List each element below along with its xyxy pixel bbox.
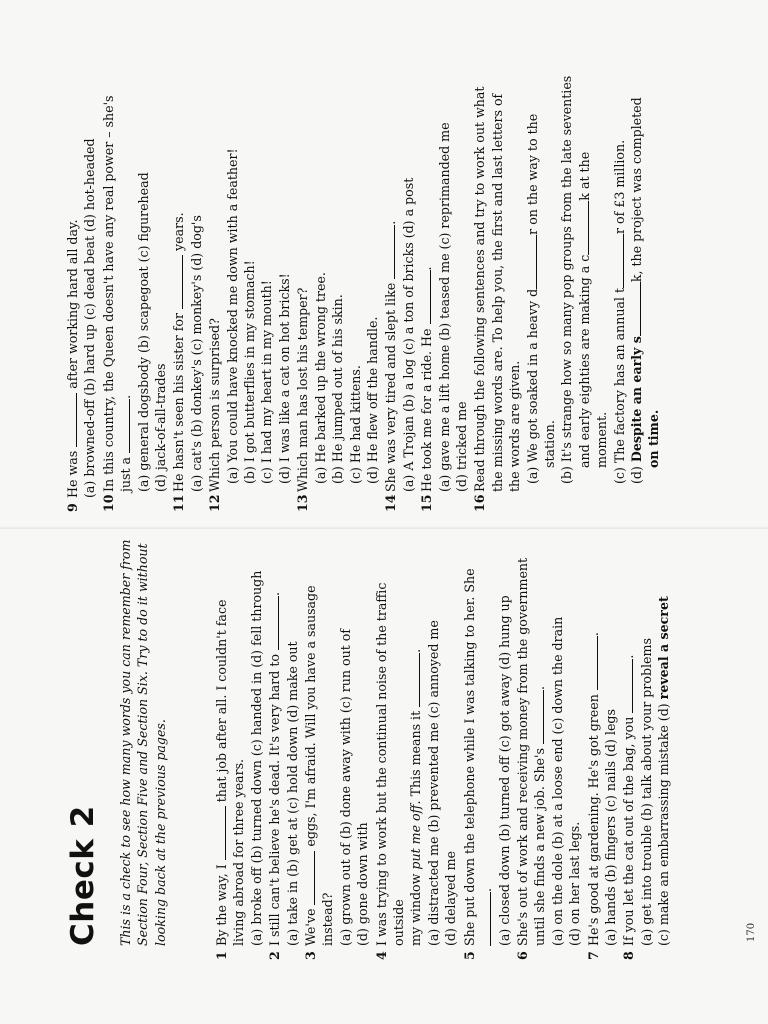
question-14 bbox=[382, 72, 417, 512]
text-fragment: the words are given. bbox=[507, 360, 523, 492]
text-fragment: 13 bbox=[295, 494, 311, 512]
text-fragment: 5 bbox=[461, 951, 477, 960]
text-fragment bbox=[407, 540, 424, 960]
answer-blank bbox=[480, 892, 491, 946]
text-fragment: . bbox=[118, 394, 134, 399]
left-column-questions bbox=[213, 540, 674, 960]
text-fragment: (c) make an embarrassing mistake (d) bbox=[656, 703, 672, 946]
text-fragment: 10 bbox=[100, 494, 116, 512]
text-fragment: He's good at gardening. He's got green bbox=[585, 694, 601, 946]
text-fragment: 3 bbox=[303, 951, 319, 960]
question-1 bbox=[213, 540, 265, 960]
text-fragment: . bbox=[267, 591, 283, 596]
question-11 bbox=[170, 72, 205, 512]
options: (a) browned-off (b) hard up (c) dead beat (d) hot-headed bbox=[82, 138, 98, 498]
text-fragment: . bbox=[585, 632, 601, 637]
text-fragment bbox=[170, 72, 187, 512]
answer-blank bbox=[526, 235, 537, 289]
page-title: Check 2 bbox=[65, 805, 101, 946]
text-fragment: 4 bbox=[373, 951, 389, 960]
answer-blank bbox=[172, 255, 183, 309]
text-fragment: (d) bbox=[629, 466, 644, 484]
q16-item-d bbox=[628, 72, 645, 512]
question-2 bbox=[266, 540, 301, 960]
text-fragment: (d) He flew off the handle. bbox=[364, 316, 380, 484]
right-column-questions bbox=[64, 72, 664, 512]
text-fragment: the missing words are. To help you, the first and last letters of bbox=[489, 93, 505, 492]
text-fragment bbox=[620, 540, 637, 960]
answer-blank bbox=[420, 271, 431, 325]
answer-blank bbox=[613, 234, 624, 288]
text-fragment: until she finds a new job. She's bbox=[532, 748, 548, 946]
text-fragment bbox=[576, 72, 593, 512]
question-12 bbox=[206, 72, 293, 512]
answer-blank bbox=[630, 282, 641, 336]
text-fragment: She put down the telephone while I was talking to her. She bbox=[461, 568, 477, 946]
text-fragment: (a) bbox=[524, 466, 540, 484]
intro-text: This is a check to see how many words you can remember from Section Four, Section Five and Section Six. Try to do it without looking back at the previous pages. bbox=[118, 539, 168, 946]
text-fragment: . bbox=[383, 220, 399, 225]
text-fragment: (b) I got butterflies in my stomach! bbox=[242, 260, 258, 484]
text-fragment: Despite an early s bbox=[629, 336, 644, 463]
text-fragment: . bbox=[408, 648, 424, 653]
options: (d) gone down with bbox=[355, 822, 371, 946]
answer-blank bbox=[268, 596, 279, 650]
text-fragment bbox=[206, 72, 223, 512]
text-fragment: (a) He barked up the wrong tree. bbox=[312, 272, 328, 484]
text-fragment: I was trying to work but the continual noise of the traffic outside bbox=[373, 582, 407, 946]
text-fragment bbox=[461, 540, 478, 960]
text-fragment bbox=[478, 540, 495, 960]
question-15 bbox=[418, 72, 470, 512]
options: (a) grown out of (b) done away with (c) run out of bbox=[337, 628, 353, 946]
text-fragment: Read through the following sentences and try to work out what bbox=[472, 86, 488, 492]
text-fragment bbox=[117, 72, 134, 512]
text-fragment: It's strange how so many pop groups from the late seventies bbox=[559, 75, 575, 463]
text-fragment: (c) I had my heart in my mouth! bbox=[259, 280, 275, 484]
text-fragment: 15 bbox=[419, 494, 435, 512]
options: (a) take in (b) get at (c) hold down (d) make out bbox=[284, 641, 300, 946]
answer-blank bbox=[304, 851, 315, 905]
text-fragment: We've bbox=[303, 908, 319, 946]
text-fragment: living abroad for three years. bbox=[231, 758, 247, 946]
question-9 bbox=[64, 72, 99, 512]
text-fragment: We got soaked in a heavy d bbox=[524, 288, 540, 463]
text-fragment: (c) bbox=[611, 467, 627, 484]
text-fragment: I still can't believe he's dead. It's very hard to bbox=[267, 654, 283, 946]
question-number: 1 bbox=[214, 951, 229, 960]
options: (a) closed down (b) turned off (c) got away (d) hung up bbox=[496, 595, 512, 946]
answer-blank bbox=[622, 659, 633, 713]
answer-blank bbox=[384, 225, 395, 279]
answer-blank bbox=[578, 201, 589, 255]
options: (d) tricked me bbox=[453, 401, 469, 492]
question-4 bbox=[373, 540, 460, 960]
text-fragment: (c) He had kittens. bbox=[347, 365, 363, 484]
text-fragment: Which person is surprised? bbox=[207, 318, 223, 492]
text-fragment: and early eighties are making a c bbox=[576, 254, 592, 468]
text-fragment bbox=[100, 72, 117, 512]
text-fragment: reveal a secret bbox=[656, 596, 672, 700]
text-fragment: 12 bbox=[207, 494, 223, 512]
question-13 bbox=[294, 72, 381, 512]
text-fragment bbox=[418, 72, 435, 512]
text-fragment: 11 bbox=[171, 494, 187, 512]
text-fragment: He hasn't seen his sister for bbox=[171, 313, 187, 492]
options: (a) distracted me (b) prevented me (c) annoyed me bbox=[425, 620, 441, 946]
text-fragment: . This means it bbox=[408, 710, 424, 805]
question-16 bbox=[471, 72, 662, 512]
question-8 bbox=[620, 540, 672, 960]
text-fragment: k at the bbox=[576, 151, 592, 201]
text-fragment: He took me for a ride. He bbox=[419, 328, 435, 492]
text-fragment: station. bbox=[541, 420, 557, 468]
text-fragment: instead? bbox=[320, 892, 336, 946]
options: (a) get into trouble (b) talk about your problems bbox=[638, 638, 654, 946]
text-fragment: after working hard all day. bbox=[65, 219, 80, 389]
text-fragment: years. bbox=[171, 212, 187, 251]
text-fragment: r on the way to the bbox=[524, 113, 540, 235]
answer-blank bbox=[533, 690, 544, 744]
text-fragment bbox=[294, 72, 311, 512]
text-fragment: 6 bbox=[514, 951, 530, 960]
text-fragment: eggs, I'm afraid. Will you have a sausage bbox=[303, 585, 319, 847]
text-fragment: He was bbox=[65, 450, 80, 498]
answer-blank bbox=[66, 393, 77, 447]
text-fragment: 8 bbox=[621, 951, 637, 960]
options: (d) jack-of-all-trades bbox=[153, 363, 169, 492]
options bbox=[655, 540, 672, 960]
text-fragment: By the way, I bbox=[214, 864, 229, 946]
options: (a) gave me a lift home (b) teased me (c) reprimanded me bbox=[436, 122, 452, 492]
text-fragment bbox=[64, 72, 81, 512]
text-fragment: The factory has an annual t bbox=[611, 287, 627, 464]
text-fragment: just a bbox=[118, 456, 134, 492]
question-6 bbox=[514, 540, 584, 960]
text-fragment bbox=[471, 72, 488, 512]
text-fragment: (a) You could have knocked me down with a feather! bbox=[224, 148, 240, 484]
text-fragment: She's out of work and receiving money from the government bbox=[514, 557, 530, 946]
text-fragment: 2 bbox=[267, 951, 283, 960]
question-10 bbox=[100, 72, 170, 512]
answer-blank bbox=[409, 653, 420, 707]
text-fragment: on time. bbox=[646, 409, 662, 468]
text-fragment: (b) He jumped out of his skin. bbox=[330, 294, 346, 484]
text-fragment: 9 bbox=[65, 503, 80, 512]
text-fragment: moment. bbox=[594, 411, 610, 468]
text-fragment: r of £3 million. bbox=[611, 139, 627, 234]
text-fragment: (b) bbox=[559, 466, 575, 484]
text-fragment bbox=[266, 540, 283, 960]
text-fragment bbox=[585, 540, 602, 960]
options: (a) on the dole (b) at a loose end (c) down the drain bbox=[549, 616, 565, 946]
text-fragment bbox=[302, 540, 319, 960]
text-fragment bbox=[514, 540, 531, 960]
q16-item-a bbox=[524, 72, 541, 512]
text-fragment: . bbox=[419, 266, 435, 271]
options: (a) general dogsbody (b) scapegoat (c) figurehead bbox=[135, 172, 151, 492]
options: (a) A Trojan (b) a log (c) a ton of bricks (d) a post bbox=[400, 177, 416, 492]
text-fragment: In this country, the Queen doesn't have any real power – she's bbox=[100, 95, 116, 492]
answer-blank bbox=[119, 399, 130, 453]
text-fragment: Which man has lost his temper? bbox=[295, 287, 311, 492]
text-fragment: put me off bbox=[408, 804, 424, 870]
options: (a) hands (b) fingers (c) nails (d) legs bbox=[602, 709, 618, 946]
text-fragment: 14 bbox=[383, 494, 399, 512]
text-fragment: (d) I was like a cat on hot bricks! bbox=[276, 273, 292, 484]
options: (a) cat's (b) donkey's (c) monkey's (d) dog's bbox=[188, 215, 204, 492]
text-fragment bbox=[213, 540, 230, 960]
text-fragment bbox=[373, 540, 408, 960]
text-fragment: 7 bbox=[585, 951, 601, 960]
q16-item-c bbox=[611, 72, 628, 512]
text-fragment: . bbox=[621, 654, 637, 659]
options: (d) delayed me bbox=[443, 851, 459, 946]
text-fragment: my window bbox=[408, 873, 424, 946]
options: (a) broke off (b) turned down (c) handed in (d) fell through bbox=[248, 570, 264, 946]
text-fragment: . bbox=[479, 887, 495, 892]
text-fragment: 16 bbox=[472, 494, 488, 512]
text-fragment: She was very tired and slept like bbox=[383, 282, 399, 492]
answer-blank bbox=[587, 636, 598, 690]
q16-item-b bbox=[558, 72, 575, 512]
page-number: 170 bbox=[746, 922, 757, 942]
question-5 bbox=[461, 540, 513, 960]
question-3 bbox=[302, 540, 372, 960]
text-fragment bbox=[382, 72, 399, 512]
text-fragment: . bbox=[532, 686, 548, 691]
text-fragment: k, the project was completed bbox=[629, 97, 644, 283]
answer-blank bbox=[215, 806, 226, 860]
book-spine bbox=[0, 526, 768, 529]
options: (d) on her last legs. bbox=[567, 821, 583, 946]
text-fragment: that job after all. I couldn't face bbox=[214, 599, 229, 803]
text-fragment bbox=[531, 540, 548, 960]
text-fragment: If you let the cat out of the bag, you bbox=[621, 716, 637, 946]
question-7 bbox=[585, 540, 620, 960]
intro-paragraph bbox=[117, 536, 169, 946]
